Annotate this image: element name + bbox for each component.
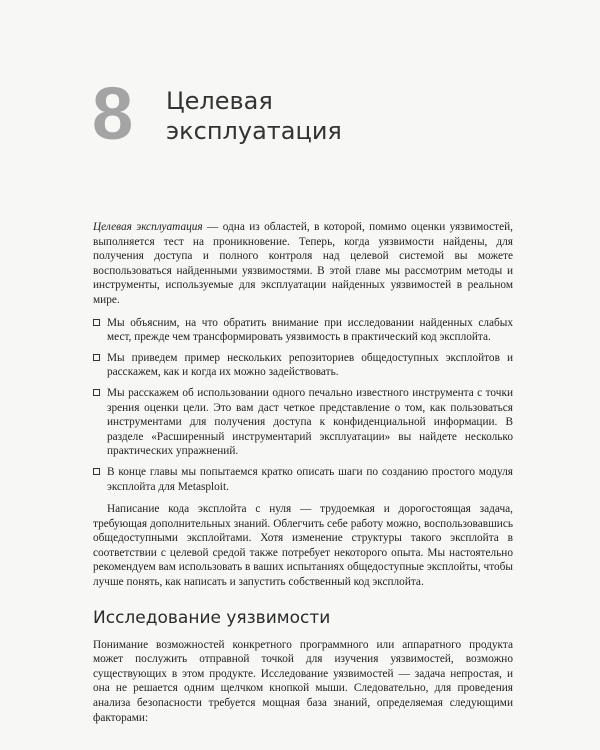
chapter-header [92, 72, 342, 155]
list-item-text: В конце главы мы попытаемся кратко описать шаги по созданию простого модуля эксплойта для Metasploit. [107, 465, 513, 493]
section-heading: Исследование уязвимости [93, 607, 331, 628]
checkbox-bullet-icon [93, 354, 100, 361]
section-paragraph: Понимание возможностей конкретного программного или аппаратного продукта может послужить отправной точкой для изучения уязвимостей, возможно существующих в этом продукте. Исследование уязвимостей — задача непростая, и она не решается одним щелчком кнопкой мыши. Следовательно, для проведения анализа безопасности требуется мощная база знаний, определяемая следующими факторами: [93, 638, 513, 724]
list-item-text: Мы объясним, на что обратить внимание при исследовании найденных слабых мест, прежде чем трансформировать уязвимость в практический код эксплойта. [107, 316, 513, 344]
list-item [93, 351, 513, 380]
chapter-title [166, 86, 342, 146]
list-item-text: Мы приведем пример нескольких репозиториев общедоступных эксплойтов и расскажем, как и когда их можно задействовать. [107, 351, 513, 379]
paragraph-2: Написание кода эксплойта с нуля — трудоемкая и дорогостоящая задача, требующая дополнительных знаний. Облегчить себе работу можно, воспользовавшись общедоступными эксплойтами. Хотя изменение структуры такого эксплойта в соответствии с целевой средой также потребует некоторого опыта. Мы настоятельно рекомендуем вам использовать в ваших испытаниях общедоступные эксплойты, чтобы лучше понять, как написать и запустить собственный код эксплойта. [93, 503, 513, 589]
list-item [93, 465, 513, 494]
bullet-list [93, 316, 513, 495]
intro-term: Целевая эксплуатация [93, 221, 203, 233]
body-text [93, 220, 513, 725]
list-item-text: Мы расскажем об использовании одного печально известного инструмента с точки зрения оценки цели. Это вам даст четкое представление о том, как пользоваться инструментами для получения доступа к конфиденциальной информации. В разделе «Расширенный инструментарий эксплуатации» вы найдете несколько практических упражнений. [107, 386, 513, 458]
list-item [93, 316, 513, 345]
chapter-title-line2: эксплуатация [166, 117, 342, 145]
checkbox-bullet-icon [93, 319, 100, 326]
list-item [93, 386, 513, 459]
chapter-number: 8 [92, 72, 133, 155]
checkbox-bullet-icon [93, 468, 100, 475]
intro-rest: — одна из областей, в которой, помимо оценки уязвимостей, выполняется тест на проникновение. Теперь, когда уязвимости найдены, для получения доступа и полного контроля над целевой системой вы можете воспользоваться найденными уязвимостями. В этой главе мы рассмотрим методы и инструменты, используемые для эксплуатации найденных уязвимостей в реальном мире. [93, 221, 514, 306]
chapter-title-line1: Целевая [166, 87, 273, 115]
intro-paragraph [93, 220, 513, 308]
checkbox-bullet-icon [93, 389, 100, 396]
